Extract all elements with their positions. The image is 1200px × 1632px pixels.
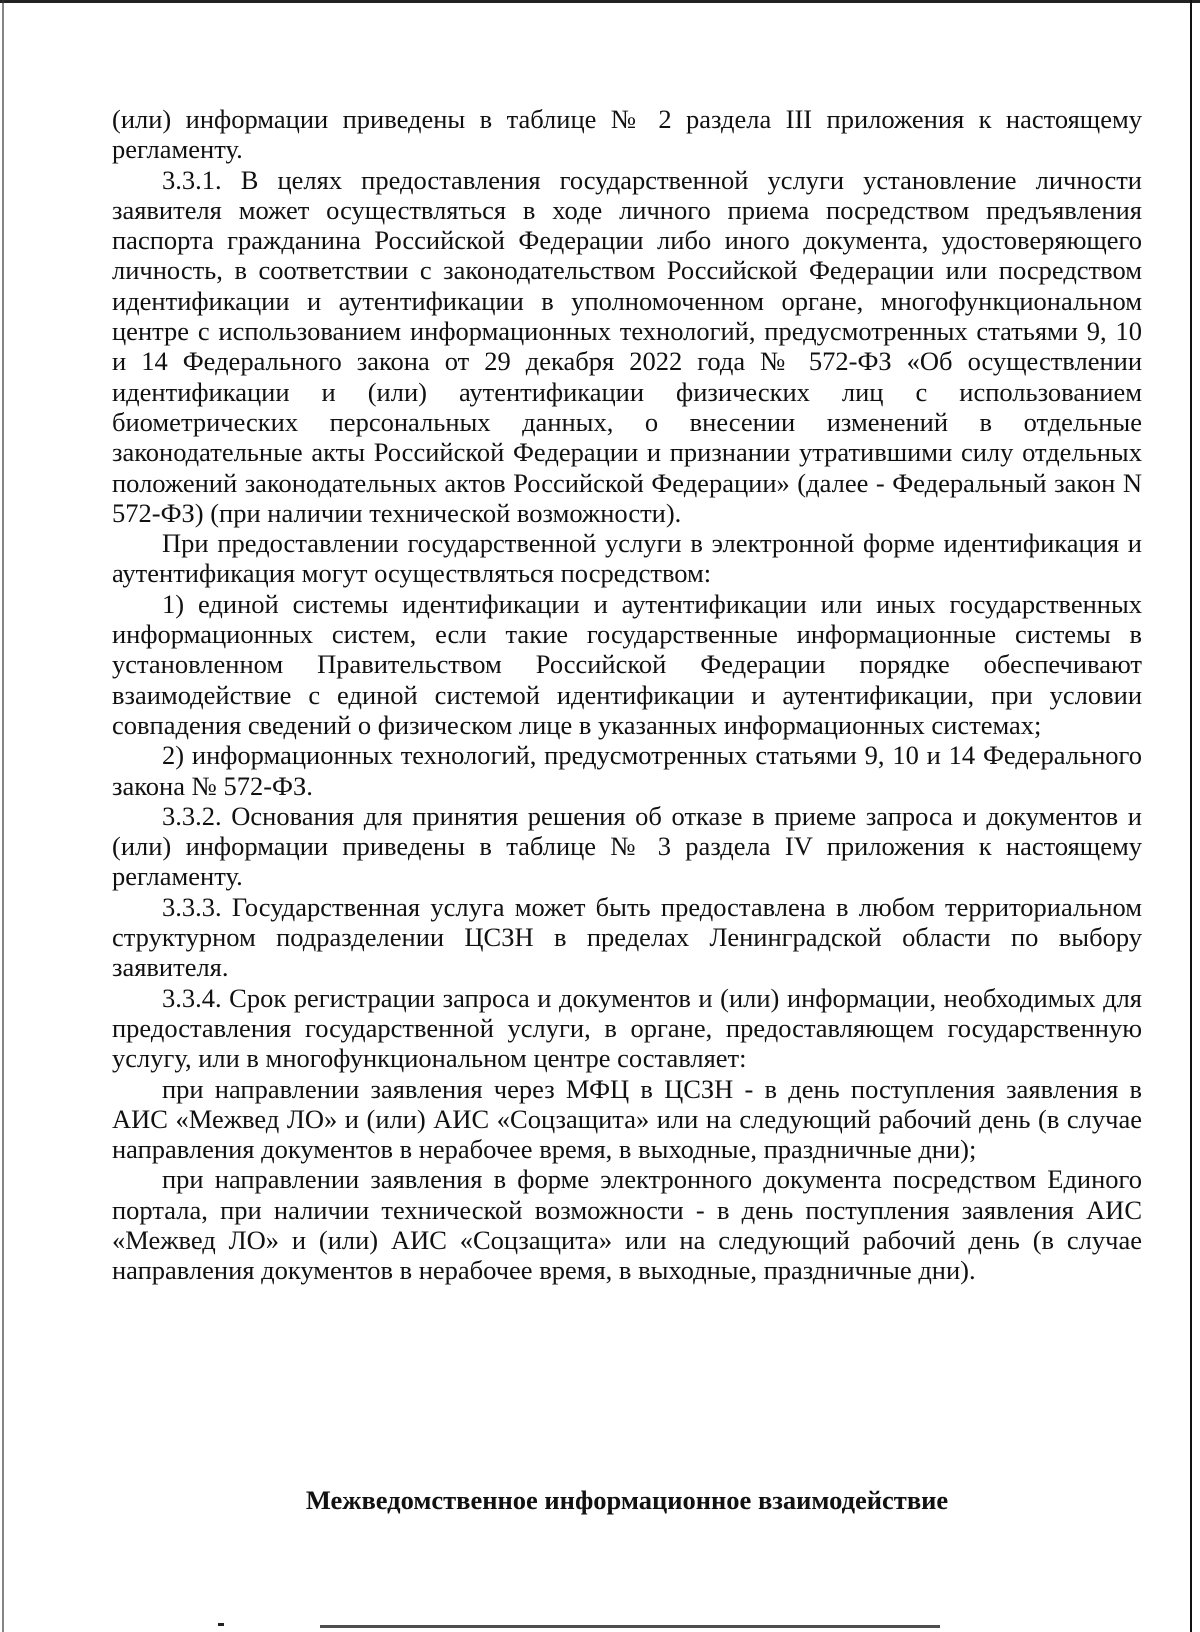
- scan-mark-dot: [218, 1623, 224, 1626]
- paragraph-3-3-3: 3.3.3. Государственная услуга может быть предоставлена в любом территориальном структурном подразделении ЦСЗН в пределах Ленинградской области по выбору заявителя.: [112, 891, 1142, 983]
- scan-edge-top: [0, 0, 1200, 3]
- paragraph-item-2: 2) информационных технологий, предусмотренных статьями 9, 10 и 14 Федерального закона № 572-ФЗ.: [112, 740, 1142, 801]
- paragraph-continuation: (или) информации приведены в таблице № 2 раздела III приложения к настоящему регламенту.: [112, 104, 1142, 165]
- paragraph-mfc-submission: при направлении заявления через МФЦ в ЦСЗН - в день поступления заявления в АИС «Межвед ЛО» и (или) АИС «Соцзащита» или на следующий рабочий день (в случае направления документов в нерабочее время, в выходные, праздничные дни);: [112, 1073, 1142, 1165]
- paragraph-3-3-1: 3.3.1. В целях предоставления государственной услуги установление личности заявителя может осуществляться в ходе личного приема посредством предъявления паспорта гражданина Российской Федерации либо иного документа, удостоверяющего личность, в соответствии с законодательством Российской Федерации или посредством идентификации и аутентификации в уполномоченном органе, многофункциональном центре с использованием информационных технологий, предусмотренных статьями 9, 10 и 14 Федерального закона от 29 декабря 2022 года № 572-ФЗ «Об осуществлении идентификации и (или) аутентификации физических лиц с использованием биометрических персональных данных, о внесении изменений в отдельные законодательные акты Российской Федерации и признании утратившими силу отдельных положений законодательных актов Российской Федерации» (далее - Федеральный закон N 572-ФЗ) (при наличии технической возможности).: [112, 164, 1142, 528]
- paragraph-electronic-form: При предоставлении государственной услуги в электронной форме идентификация и аутентификация могут осуществляться посредством:: [112, 528, 1142, 589]
- scan-edge-left: [2, 0, 4, 1632]
- scan-edge-right: [1190, 0, 1192, 1632]
- scan-mark-bottom: [320, 1625, 940, 1628]
- paragraph-3-3-4: 3.3.4. Срок регистрации запроса и документов и (или) информации, необходимых для предоставления государственной услуги, в органе, предоставляющем государственную услугу, или в многофункциональном центре составляет:: [112, 982, 1142, 1074]
- paragraph-3-3-2: 3.3.2. Основания для принятия решения об отказе в приеме запроса и документов и (или) информации приведены в таблице № 3 раздела IV приложения к настоящему регламенту.: [112, 800, 1142, 892]
- document-body: [112, 104, 1142, 1286]
- section-heading: Межведомственное информационное взаимодействие: [305, 1485, 949, 1515]
- paragraph-portal-submission: при направлении заявления в форме электронного документа посредством Единого портала, при наличии технической возможности - в день поступления заявления АИС «Межвед ЛО» и (или) АИС «Соцзащита» или на следующий рабочий день (в случае направления документов в нерабочее время, в выходные, праздничные дни).: [112, 1164, 1142, 1286]
- paragraph-item-1: 1) единой системы идентификации и аутентификации или иных государственных информационных систем, если такие государственные информационные системы в установленном Правительством Российской Федерации порядке обеспечивают взаимодействие с единой системой идентификации и аутентификации, при условии совпадения сведений о физическом лице в указанных информационных системах;: [112, 588, 1142, 740]
